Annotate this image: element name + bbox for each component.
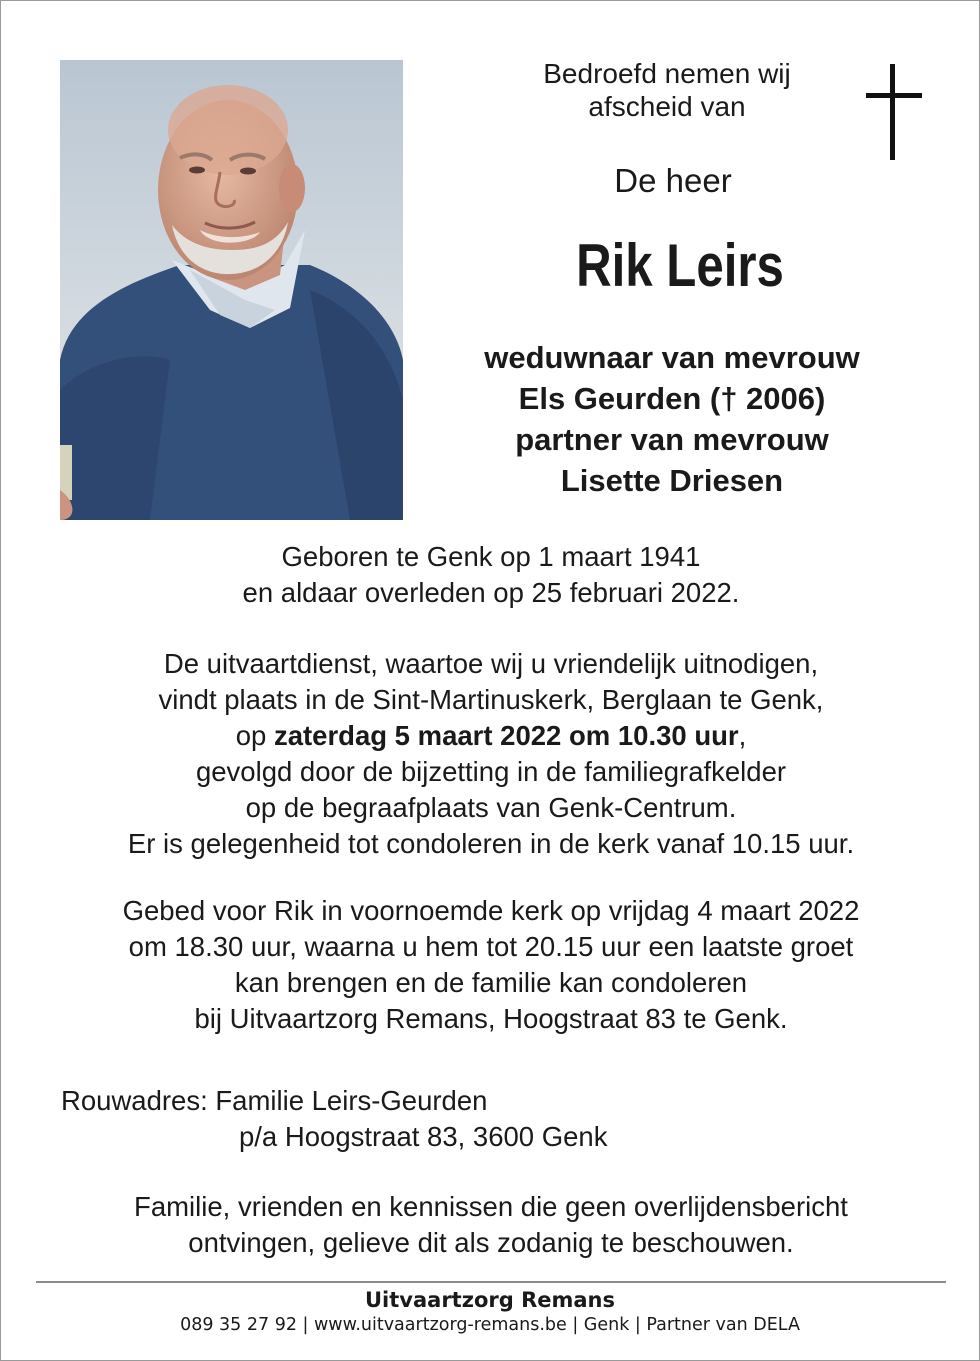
prayer-line-3: kan brengen en de familie kan condoleren	[234, 967, 748, 998]
notice-text	[41, 1189, 941, 1261]
relations	[442, 337, 902, 501]
rouwadres-line-1: Rouwadres: Familie Leirs-Geurden	[61, 1085, 488, 1116]
service-line-5: op de begraafplaats van Genk-Centrum.	[245, 792, 737, 823]
service-line-1: De uitvaartdienst, waartoe wij u vriendelijk uitnodigen,	[163, 648, 819, 679]
footer-divider	[36, 1281, 946, 1283]
intro-line-1: Bedroefd nemen wij	[543, 58, 791, 89]
relation-line-1: weduwnaar van mevrouw	[484, 340, 860, 375]
portrait-image	[60, 60, 403, 520]
rouwadres-line-2: p/a Hoogstraat 83, 3600 Genk	[239, 1121, 608, 1152]
prayer-line-1: Gebed voor Rik in voornoemde kerk op vrijdag 4 maart 2022	[122, 895, 860, 926]
funeral-home-name: Uitvaartzorg Remans	[365, 1288, 615, 1312]
service-line-6: Er is gelegenheid tot condoleren in de kerk vanaf 10.15 uur.	[127, 828, 855, 859]
born-line-2: en aldaar overleden op 25 februari 2022.	[242, 577, 740, 608]
intro-text	[437, 57, 897, 123]
funeral-home-contact: 089 35 27 92 | www.uitvaartzorg-remans.be | Genk | Partner van DELA	[180, 1315, 800, 1335]
prayer-line-4: bij Uitvaartzorg Remans, Hoogstraat 83 te Genk.	[194, 1003, 788, 1034]
relation-line-3: partner van mevrouw	[515, 422, 829, 457]
notice-line-1: Familie, vrienden en kennissen die geen overlijdensbericht	[134, 1191, 848, 1222]
service-date-prefix: op	[235, 720, 274, 751]
notice-line-2: ontvingen, gelieve dit als zodanig te beschouwen.	[188, 1227, 794, 1258]
prayer-line-2: om 18.30 uur, waarna u hem tot 20.15 uur een laatste groet	[128, 931, 854, 962]
relation-line-4: Lisette Driesen	[560, 463, 784, 498]
relation-line-2: Els Geurden († 2006)	[518, 381, 826, 416]
service-line-3	[41, 718, 941, 754]
portrait-photo	[60, 60, 403, 520]
service-date-suffix: ,	[738, 720, 747, 751]
deceased-name: Rik Leirs	[576, 232, 784, 299]
prayer-text	[41, 893, 941, 1037]
funeral-service-text	[41, 646, 941, 862]
intro-line-2: afscheid van	[588, 91, 746, 122]
honorific: De heer	[614, 162, 732, 199]
service-line-2: vindt plaats in de Sint-Martinuskerk, Berglaan te Genk,	[158, 684, 824, 715]
mourning-address	[61, 1083, 607, 1155]
service-line-4: gevolgd door de bijzetting in de familiegrafkelder	[195, 756, 787, 787]
born-line-1: Geboren te Genk op 1 maart 1941	[281, 541, 701, 572]
service-date: zaterdag 5 maart 2022 om 10.30 uur	[273, 720, 739, 751]
birth-death-text	[41, 539, 941, 611]
